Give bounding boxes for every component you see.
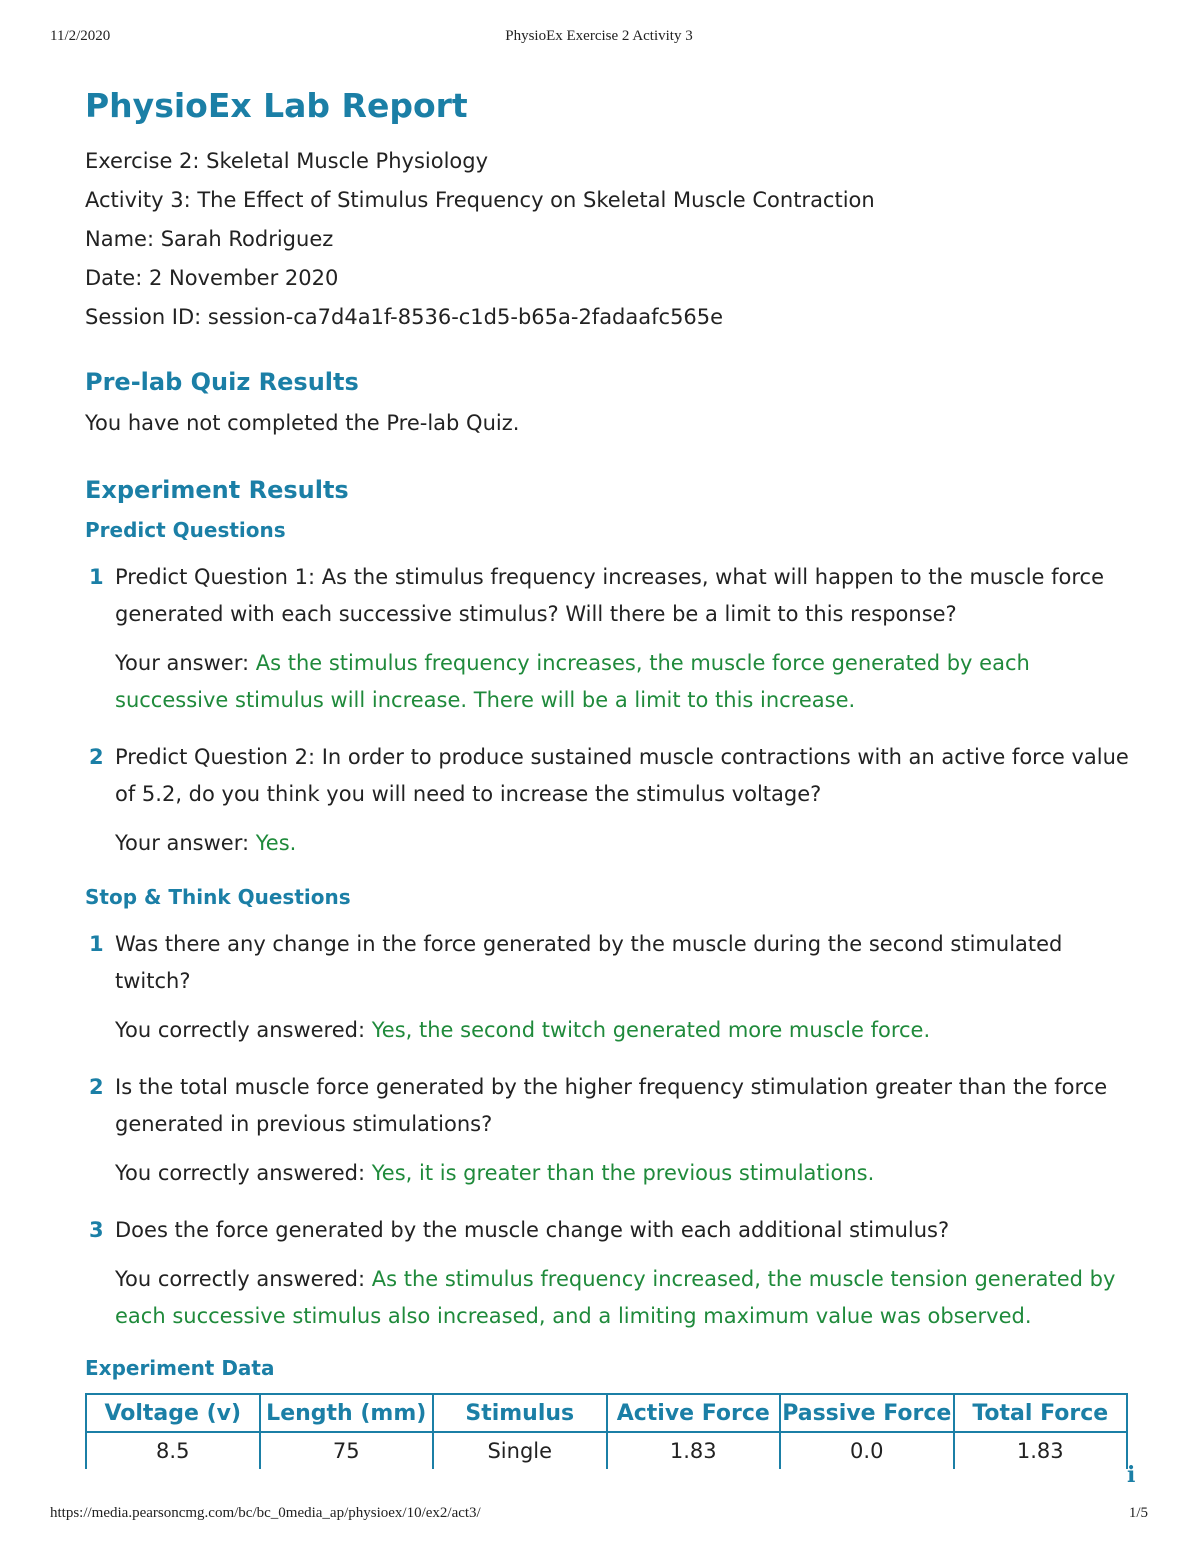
answer-label: Your answer: [115, 831, 256, 855]
table-header-row [86, 1394, 1127, 1432]
answer-label: You correctly answered: [115, 1267, 372, 1291]
stop-think-question [85, 926, 1135, 1049]
answer-line [115, 1155, 1135, 1192]
answer-text: Yes, it is greater than the previous stimulations. [371, 1161, 875, 1185]
session-line: Session ID: session-ca7d4a1f-8536-c1d5-b65a-2fadaafc565e [85, 305, 724, 329]
question-text: Predict Question 2: In order to produce sustained muscle contractions with an active force value of 5.2, do you think you will need to increase the stimulus voltage? [115, 745, 1129, 806]
answer-line [115, 1012, 1135, 1049]
stop-think-question [85, 1069, 1135, 1192]
experiment-data-heading: Experiment Data [85, 1356, 275, 1380]
table-cell: 0.0 [780, 1432, 954, 1469]
answer-line [115, 645, 1135, 719]
experiment-data-table [85, 1393, 1128, 1469]
question-number: 3 [89, 1218, 104, 1242]
stop-think-heading: Stop & Think Questions [85, 885, 351, 909]
question-number: 2 [89, 1075, 104, 1099]
column-header: Voltage (v) [86, 1394, 260, 1432]
prelab-heading: Pre-lab Quiz Results [85, 368, 359, 396]
table-cell: 75 [260, 1432, 434, 1469]
column-header: Length (mm) [260, 1394, 434, 1432]
exercise-line: Exercise 2: Skeletal Muscle Physiology [85, 149, 489, 173]
stop-think-question [85, 1212, 1135, 1335]
table-cell: 1.83 [607, 1432, 781, 1469]
column-header: Active Force [607, 1394, 781, 1432]
print-url[interactable]: https://media.pearsoncmg.com/bc/bc_0media_ap/physioex/10/ex2/act3/ [50, 1505, 481, 1521]
experiment-heading: Experiment Results [85, 476, 349, 504]
predict-heading: Predict Questions [85, 518, 286, 542]
column-header: Total Force [954, 1394, 1128, 1432]
print-page-number: 1/5 [1128, 1505, 1148, 1521]
answer-text: Yes, the second twitch generated more muscle force. [371, 1018, 931, 1042]
table-cell: 1.83 [954, 1432, 1128, 1469]
question-number: 1 [89, 932, 104, 956]
answer-line [115, 1261, 1135, 1335]
print-header [50, 28, 1148, 54]
column-header: Passive Force [780, 1394, 954, 1432]
answer-label: You correctly answered: [115, 1161, 372, 1185]
answer-text: As the stimulus frequency increased, the muscle tension generated by each successive stimulus also increased, and a limiting maximum value was observed. [115, 1267, 1116, 1328]
answer-text: Yes. [255, 831, 297, 855]
answer-line [115, 825, 1135, 862]
predict-question [85, 559, 1135, 719]
activity-line: Activity 3: The Effect of Stimulus Frequency on Skeletal Muscle Contraction [85, 188, 875, 212]
prelab-text: You have not completed the Pre-lab Quiz. [85, 411, 520, 435]
question-text: Predict Question 1: As the stimulus frequency increases, what will happen to the muscle force generated with each successive stimulus? Will there be a limit to this response? [115, 565, 1104, 626]
date-line: Date: 2 November 2020 [85, 266, 339, 290]
column-header: Stimulus [433, 1394, 607, 1432]
report-title: PhysioEx Lab Report [85, 86, 468, 125]
name-line: Name: Sarah Rodriguez [85, 227, 334, 251]
question-text: Was there any change in the force generated by the muscle during the second stimulated twitch? [115, 932, 1063, 993]
table-row [86, 1432, 1127, 1469]
print-date: 11/2/2020 [50, 28, 111, 44]
question-text: Is the total muscle force generated by the higher frequency stimulation greater than the force generated in previous stimulations? [115, 1075, 1108, 1136]
question-number: 2 [89, 745, 104, 769]
report-meta [85, 142, 1135, 337]
answer-label: Your answer: [115, 651, 256, 675]
question-number: 1 [89, 565, 104, 589]
table-cell: 8.5 [86, 1432, 260, 1469]
answer-label: You correctly answered: [115, 1018, 372, 1042]
table-cell: Single [433, 1432, 607, 1469]
predict-question [85, 739, 1135, 862]
question-text: Does the force generated by the muscle change with each additional stimulus? [115, 1218, 950, 1242]
report-content [85, 84, 1135, 1469]
info-icon[interactable]: i [1127, 1462, 1136, 1488]
print-title: PhysioEx Exercise 2 Activity 3 [505, 28, 693, 44]
answer-text: As the stimulus frequency increases, the muscle force generated by each successive stimulus will increase. There will be a limit to this increase. [115, 651, 1030, 712]
